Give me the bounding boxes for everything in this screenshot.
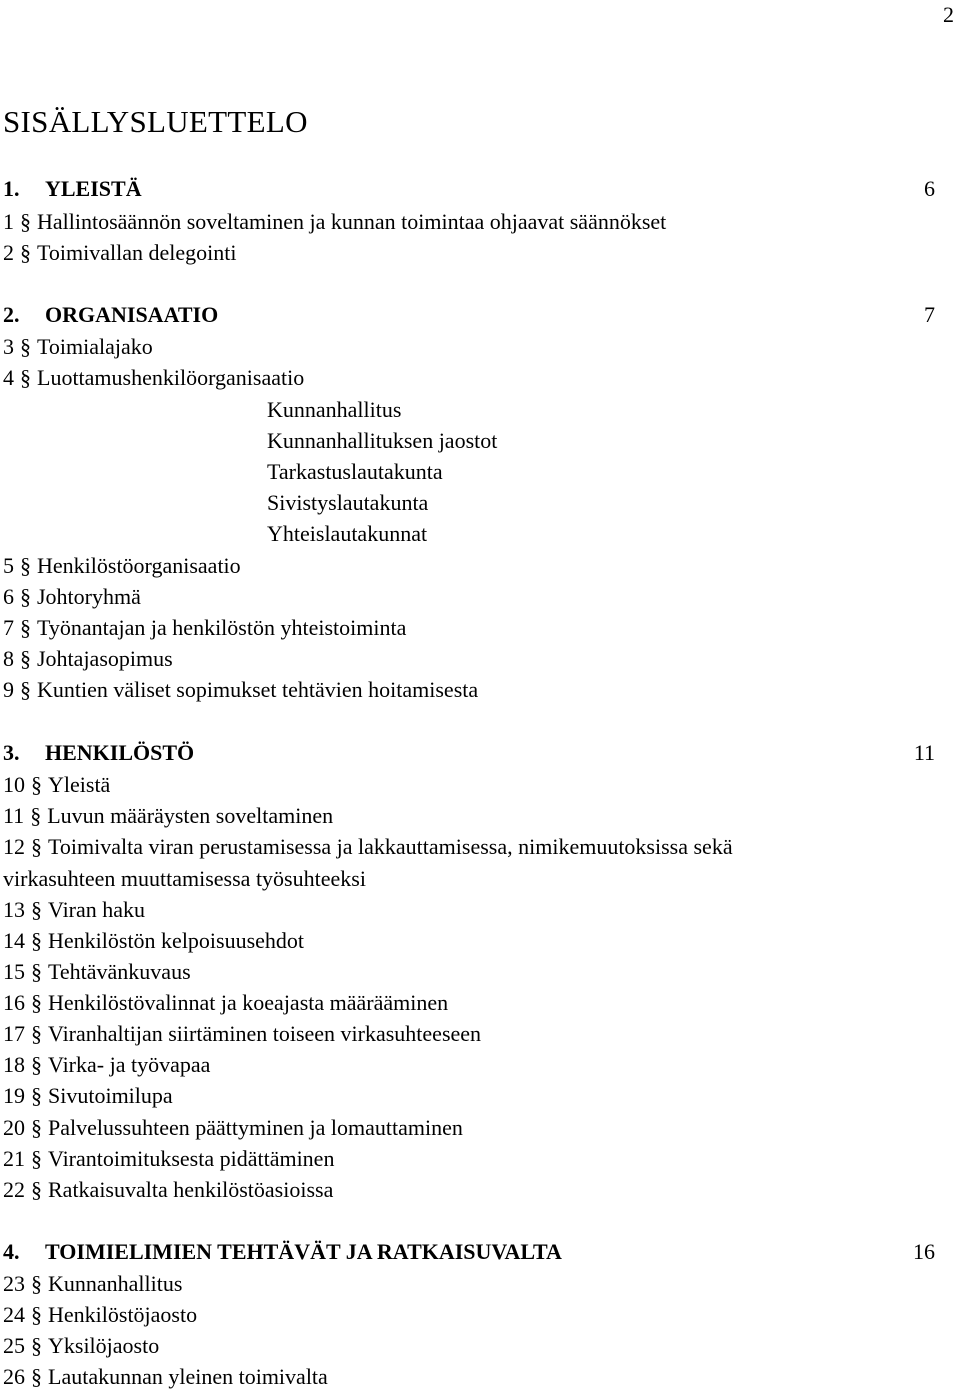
chapter-page: 7	[924, 302, 935, 327]
toc-entry: 7 § Työnantajan ja henkilöstön yhteistoiminta	[3, 615, 407, 640]
toc-entry: 6 § Johtoryhmä	[3, 584, 141, 609]
chapter-page: 6	[924, 176, 935, 201]
chapter-title: YLEISTÄ	[45, 176, 142, 201]
toc-entry: 24 § Henkilöstöjaosto	[3, 1302, 198, 1327]
toc-entry: 3 § Toimialajako	[3, 334, 153, 359]
toc-entry: 13 § Viran haku	[3, 897, 146, 922]
toc-entry: 19 § Sivutoimilupa	[3, 1083, 173, 1108]
toc-entry: 5 § Henkilöstöorganisaatio	[3, 553, 241, 578]
toc-entry: 25 § Yksilöjaosto	[3, 1333, 160, 1358]
toc-entry: 11 § Luvun määräysten soveltaminen	[3, 803, 334, 828]
toc-entry: 15 § Tehtävänkuvaus	[3, 959, 191, 984]
toc-entry: 4 § Luottamushenkilöorganisaatio	[3, 365, 305, 390]
toc-entry-continuation: virkasuhteen muuttamisessa työsuhteeksi	[3, 866, 366, 891]
toc-entry: 23 § Kunnanhallitus	[3, 1271, 183, 1296]
toc-entry: 2 § Toimivallan delegointi	[3, 240, 237, 265]
chapter-page: 11	[913, 740, 935, 765]
chapter-number: 1.	[3, 176, 20, 201]
toc-subentry: Yhteislautakunnat	[267, 521, 428, 546]
toc-entry: 12 § Toimivalta viran perustamisessa ja lakkauttamisessa, nimikemuutoksissa sekä	[3, 834, 733, 859]
toc-subentry: Tarkastuslautakunta	[267, 459, 443, 484]
toc-entry: 26 § Lautakunnan yleinen toimivalta	[3, 1364, 328, 1389]
chapter-heading-1	[3, 176, 935, 202]
toc-subentry: Kunnanhallituksen jaostot	[267, 428, 498, 453]
toc-entry: 18 § Virka- ja työvapaa	[3, 1052, 211, 1077]
chapter-heading-3	[3, 740, 935, 766]
toc-entry: 20 § Palvelussuhteen päättyminen ja lomauttaminen	[3, 1115, 463, 1140]
toc-subentry: Kunnanhallitus	[267, 397, 402, 422]
chapter-number: 4.	[3, 1239, 20, 1264]
chapter-page: 16	[913, 1239, 935, 1264]
chapter-number: 3.	[3, 740, 20, 765]
toc-entry: 1 § Hallintosäännön soveltaminen ja kunnan toimintaa ohjaavat säännökset	[3, 209, 667, 234]
page-number: 2	[943, 2, 954, 27]
chapter-title: TOIMIELIMIEN TEHTÄVÄT JA RATKAISUVALTA	[45, 1239, 562, 1264]
toc-subentry: Sivistyslautakunta	[267, 490, 429, 515]
toc-entry: 17 § Viranhaltijan siirtäminen toiseen virkasuhteeseen	[3, 1021, 482, 1046]
chapter-heading-2	[3, 302, 935, 328]
chapter-heading-4	[3, 1239, 935, 1265]
page-title: SISÄLLYSLUETTELO	[3, 104, 308, 139]
toc-entry: 14 § Henkilöstön kelpoisuusehdot	[3, 928, 305, 953]
toc-entry: 9 § Kuntien väliset sopimukset tehtävien hoitamisesta	[3, 677, 479, 702]
chapter-title: ORGANISAATIO	[45, 302, 219, 327]
chapter-title: HENKILÖSTÖ	[45, 740, 195, 765]
toc-entry: 10 § Yleistä	[3, 772, 111, 797]
toc-entry: 8 § Johtajasopimus	[3, 646, 173, 671]
toc-entry: 21 § Virantoimituksesta pidättäminen	[3, 1146, 335, 1171]
toc-entry: 22 § Ratkaisuvalta henkilöstöasioissa	[3, 1177, 334, 1202]
chapter-number: 2.	[3, 302, 20, 327]
toc-entry: 16 § Henkilöstövalinnat ja koeajasta määrääminen	[3, 990, 449, 1015]
